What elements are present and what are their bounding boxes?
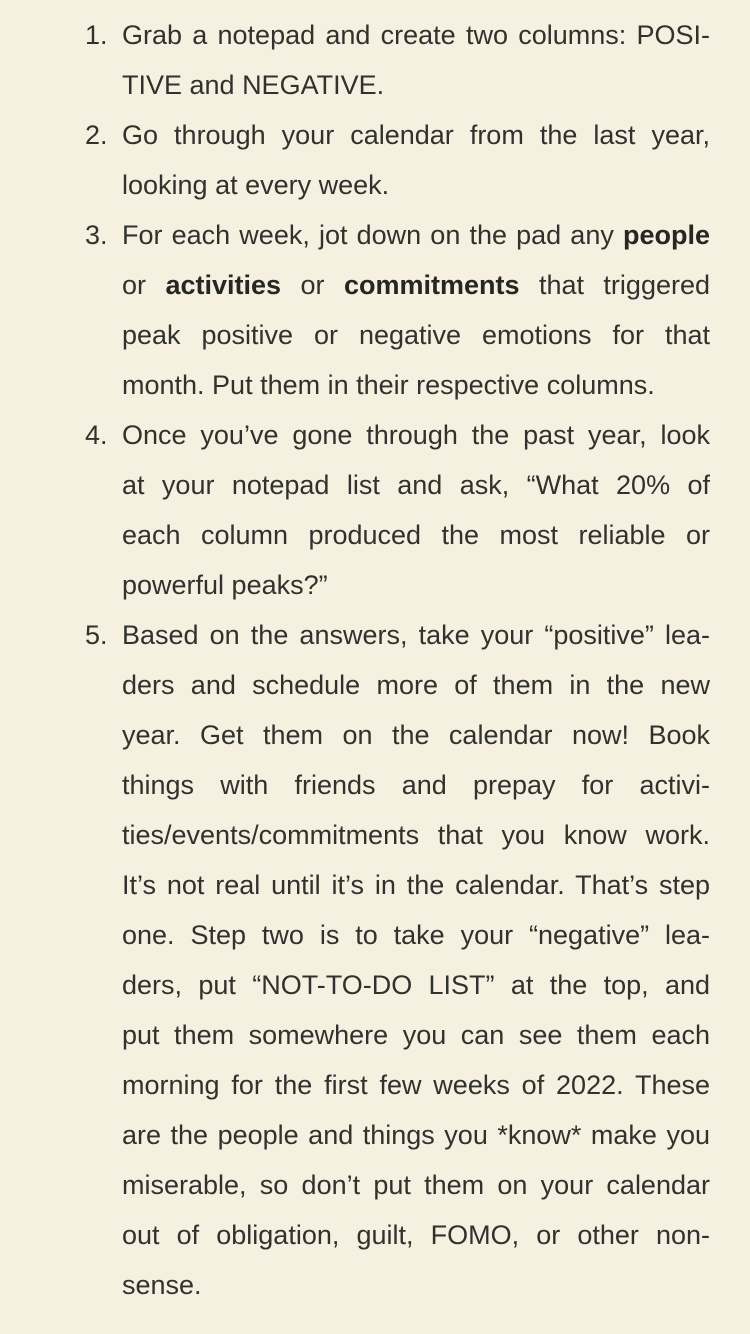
text-line: Grab a notepad and create two columns: POSI-	[122, 20, 710, 50]
list-item-1	[85, 10, 710, 110]
list-item-number: 4.	[85, 420, 108, 450]
text-line: morning for the first few weeks of 2022. These	[122, 1070, 710, 1100]
list-item-3	[85, 210, 710, 410]
list-item-4	[85, 410, 710, 610]
text-line: peak positive or negative emotions for that	[122, 320, 710, 350]
text-line: miserable, so don’t put them on your calendar	[122, 1170, 710, 1200]
text-line: out of obligation, guilt, FOMO, or other non-	[122, 1220, 710, 1250]
text-line: Once you’ve gone through the past year, look	[122, 420, 710, 450]
text-line: at your notepad list and ask, “What 20% of	[122, 470, 710, 500]
text-line: put them somewhere you can see them each	[122, 1020, 710, 1050]
text-line: TIVE and NEGATIVE.	[122, 70, 385, 100]
text-line: powerful peaks?”	[122, 570, 328, 600]
list-item-5	[85, 610, 710, 1310]
numbered-list	[85, 10, 710, 1310]
text-line: Based on the answers, take your “positive” lea-	[122, 620, 710, 650]
text-line: one. Step two is to take your “negative” lea-	[122, 920, 710, 950]
text-line: year. Get them on the calendar now! Book	[122, 720, 710, 750]
text-line: month. Put them in their respective columns.	[122, 370, 655, 400]
list-item-number: 5.	[85, 620, 108, 650]
list-item-number: 3.	[85, 220, 108, 250]
list-item-number: 1.	[85, 20, 108, 50]
text-line: ties/events/commitments that you know work.	[122, 820, 710, 850]
text-line: For each week, jot down on the pad any people	[122, 220, 710, 250]
text-line: are the people and things you *know* make you	[122, 1120, 710, 1150]
text-line: ders and schedule more of them in the new	[122, 670, 710, 700]
text-line: sense.	[122, 1270, 202, 1300]
text-line: each column produced the most reliable or	[122, 520, 710, 550]
text-line: It’s not real until it’s in the calendar. That’s step	[122, 870, 710, 900]
text-line: things with friends and prepay for activi-	[122, 770, 710, 800]
text-line: ders, put “NOT-TO-DO LIST” at the top, and	[122, 970, 710, 1000]
list-item-2	[85, 110, 710, 210]
text-line: Go through your calendar from the last year,	[122, 120, 710, 150]
list-item-number: 2.	[85, 120, 108, 150]
text-line: or activities or commitments that triggered	[122, 270, 710, 300]
text-line: looking at every week.	[122, 170, 390, 200]
